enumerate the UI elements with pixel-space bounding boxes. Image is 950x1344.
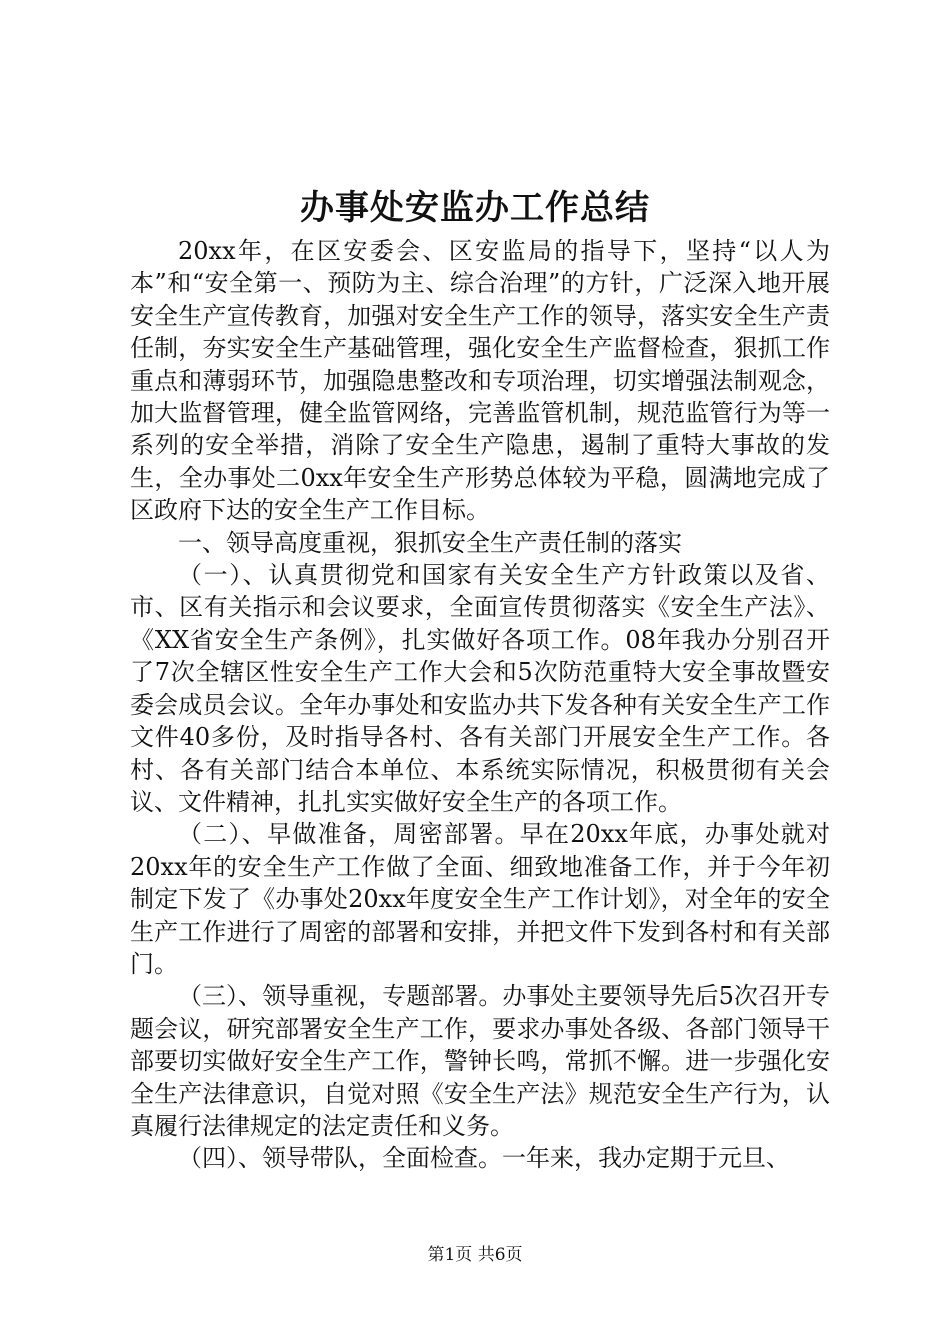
- paragraph-item-4: （四）、领导带队，全面检查。一年来，我办定期于元旦、: [178, 1144, 790, 1173]
- document-title: 办事处安监办工作总结: [300, 188, 650, 228]
- paragraph-item-2: （二）、早做准备，周密部署。早在20xx年底，办事处就对20xx年的安全生产工作做了全面、细致地准备工作，并于今年初制定下发了《办事处20xx年度安全生产工作计划》，对全年的安全生产工作进行了周密的部署和安排，并把文件下发到各村和有关部门。: [130, 820, 830, 978]
- section-heading-1: 一、领导高度重视，狠抓安全生产责任制的落实: [178, 528, 682, 557]
- page-footer: 第1页 共6页: [427, 1245, 523, 1265]
- paragraph-item-3: （三）、领导重视，专题部署。办事处主要领导先后5次召开专题会议，研究部署安全生产工作，要求办事处各级、各部门领导干部要切实做好安全生产工作，警钟长鸣，常抓不懈。进一步强化安全生产法律意识，自觉对照《安全生产法》规范安全生产行为，认真履行法律规定的法定责任和义务。: [130, 982, 830, 1140]
- paragraph-item-1: （一）、认真贯彻党和国家有关安全生产方针政策以及省、市、区有关指示和会议要求，全面宣传贯彻落实《安全生产法》、《XX省安全生产条例》，扎实做好各项工作。08年我办分别召开了7次全辖区性安全生产工作大会和5次防范重特大安全事故暨安委会成员会议。全年办事处和安监办共下发各种有关安全生产工作文件40多份，及时指导各村、各有关部门开展安全生产工作。各村、各有关部门结合本单位、本系统实际情况，积极贯彻有关会议、文件精神，扎扎实实做好安全生产的各项工作。: [130, 561, 830, 816]
- document-body: [130, 235, 830, 1175]
- paragraph-intro: 20xx年，在区安委会、区安监局的指导下，坚持“以人为本”和“安全第一、预防为主、综合治理”的方针，广泛深入地开展安全生产宣传教育，加强对安全生产工作的领导，落实安全生产责任制，夯实安全生产基础管理，强化安全生产监督检查，狠抓工作重点和薄弱环节，加强隐患整改和专项治理，切实增强法制观念，加大监督管理，健全监管网络，完善监管机制，规范监管行为等一系列的安全举措，消除了安全生产隐患，遏制了重特大事故的发生，全办事处二0xx年安全生产形势总体较为平稳，圆满地完成了区政府下达的安全生产工作目标。: [130, 237, 830, 525]
